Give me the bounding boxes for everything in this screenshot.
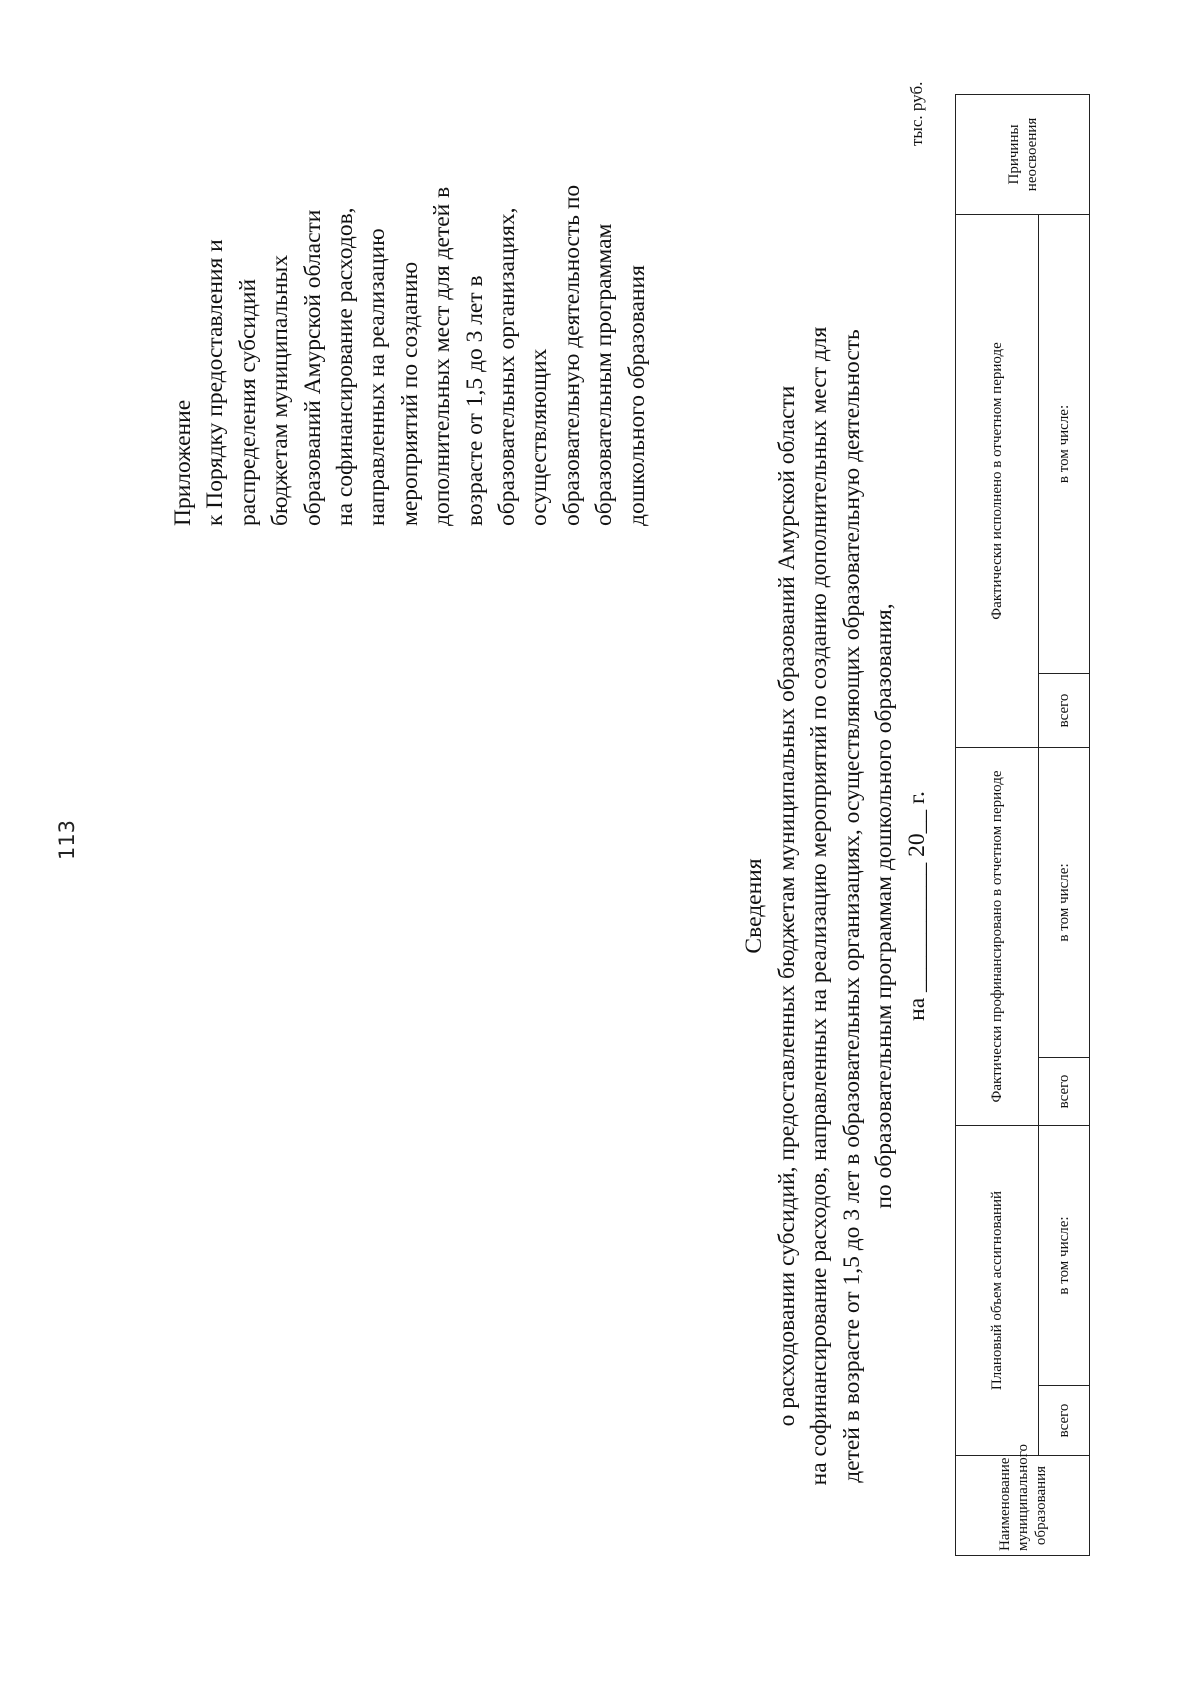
document-title: Сведения [741, 858, 767, 954]
report-table [955, 94, 1090, 1556]
appendix-line: на софинансирование расходов, [332, 207, 359, 526]
report-date-line: на ___________ 20__ г. [903, 791, 930, 1021]
heading-line: на софинансирование расходов, направленных на реализацию мероприятий по созданию дополнительных мест для [806, 326, 832, 1486]
appendix-line: образовательным программам [591, 223, 618, 526]
appendix-line: образовательную деятельность по [558, 184, 585, 526]
table-header-row [956, 94, 1039, 1555]
appendix-line: осуществляющих [526, 348, 553, 526]
appendix-line: к Порядку предоставления и [202, 239, 229, 526]
appendix-line: образований Амурской области [299, 209, 326, 526]
heading-line: о расходовании субсидий, предоставленных бюджетам муниципальных образований Амурской области [773, 385, 800, 1427]
appendix-line: распределения субсидий [234, 278, 261, 526]
appendix-line: направленных на реализацию [364, 228, 391, 526]
units-label: тыс. руб. [907, 81, 926, 146]
appendix-line: образовательных организациях, [494, 207, 521, 526]
appendix-line: бюджетам муниципальных [267, 254, 294, 526]
document-heading [738, 306, 933, 1506]
heading-line: детей в возрасте от 1,5 до 3 лет в образовательных организациях, осуществляющих образовательную деятельность [838, 329, 865, 1483]
appendix-line: дошкольного образования [623, 265, 650, 526]
table-subheader-row [1039, 94, 1090, 1555]
appendix-line: Приложение [170, 399, 196, 526]
subheader-including: в том числе: [1039, 1125, 1090, 1385]
subheader-total: всего [1039, 1386, 1090, 1456]
header-financed: Фактически профинансировано в отчетном периоде [956, 747, 1039, 1125]
appendix-line: мероприятий по созданию [396, 261, 423, 526]
appendix-line: дополнительных мест для детей в [429, 186, 456, 526]
header-municipality: Наименование муниципального образования [956, 1456, 1090, 1556]
subheader-total: всего [1039, 1057, 1090, 1125]
appendix-block [167, 6, 653, 526]
header-planned: Плановый объем ассигнований [956, 1125, 1039, 1455]
header-executed: Фактически исполнено в отчетном периоде [956, 214, 1039, 747]
header-reasons: Причины неосвоения [956, 94, 1090, 214]
subheader-including: в том числе: [1039, 747, 1090, 1057]
page-number: 113 [55, 819, 80, 861]
appendix-line: возрасте от 1,5 до 3 лет в [461, 275, 488, 526]
subheader-total: всего [1039, 673, 1090, 747]
heading-line: по образовательным программам дошкольного образования, [871, 603, 897, 1209]
subheader-including: в том числе: [1039, 214, 1090, 673]
